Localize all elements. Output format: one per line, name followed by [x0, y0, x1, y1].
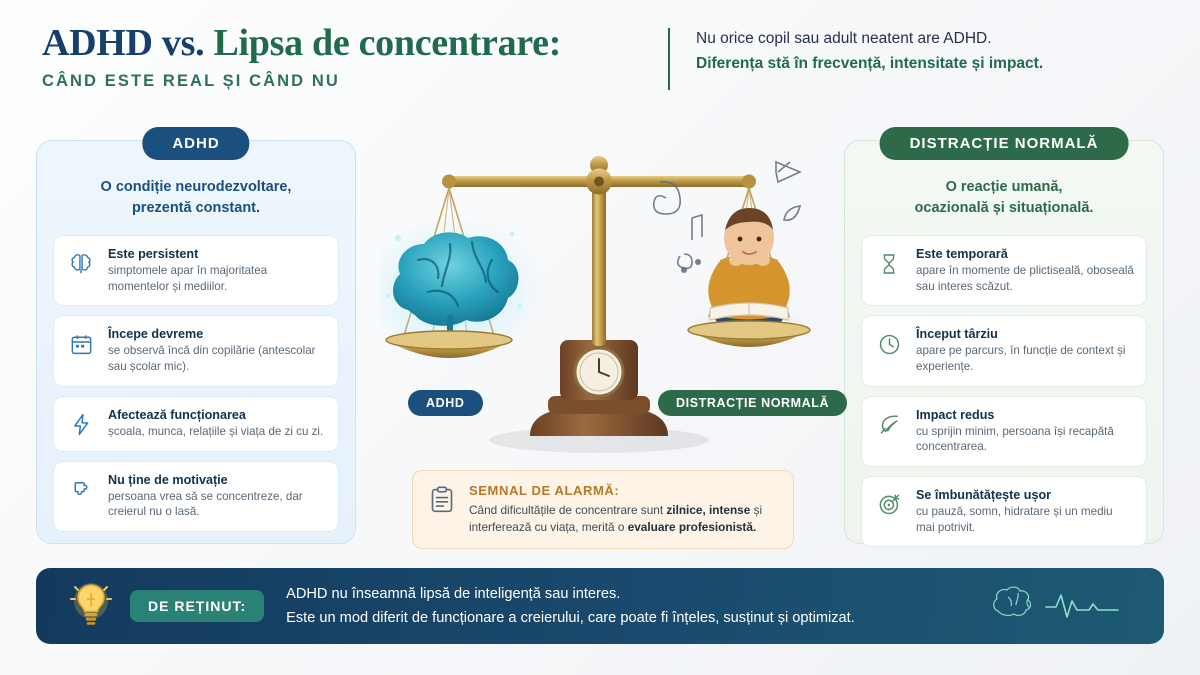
brain-icon	[66, 249, 96, 279]
list-item-title: Nu ține de motivație	[108, 472, 228, 487]
list-item-text	[108, 473, 326, 520]
list-item-desc: apare pe parcurs, în funcție de context și experiențe.	[916, 344, 1126, 373]
leaf-icon	[874, 410, 904, 440]
adhd-lead-line2: prezentă constant.	[131, 200, 261, 217]
balance-scale-illustration	[380, 110, 830, 460]
header-divider	[668, 28, 670, 90]
list-item-text	[916, 327, 1134, 374]
list-item-text	[916, 408, 1134, 455]
list-item-text	[108, 247, 326, 294]
adhd-column-badge: ADHD	[142, 127, 249, 160]
list-item-desc: cu pauză, somn, hidratare și un mediu mai potrivit.	[916, 504, 1113, 534]
list-item-text	[916, 488, 1134, 535]
puzzle-icon	[66, 475, 96, 505]
list-item-title: Este persistent	[108, 247, 199, 262]
adhd-lead-line1: O condiție neurodezvoltare,	[100, 179, 292, 195]
header-note	[696, 24, 1043, 73]
page-title-part1: ADHD vs.	[42, 22, 214, 64]
page-title-part2: Lipsa de concentrare:	[213, 22, 562, 64]
list-item-title: Afectează funcționarea	[108, 407, 246, 422]
alarm-callout	[412, 470, 794, 549]
list-item	[861, 396, 1147, 467]
normal-lead-line1: O reacție umană,	[945, 179, 1063, 195]
list-item	[53, 315, 339, 386]
list-item-title: Se îmbunătățește ușor	[916, 487, 1052, 502]
list-item-text	[108, 327, 326, 374]
list-item	[861, 476, 1147, 547]
list-item	[861, 315, 1147, 386]
alarm-text-bold2: evaluare profesionistă.	[627, 520, 757, 535]
list-item	[53, 235, 339, 306]
footer-line1: ADHD nu înseamnă lipsă de inteligență sau interes.	[286, 585, 621, 602]
alarm-text-part2: și interferează cu viața, merită o	[469, 503, 763, 535]
list-item-desc: cu sprijin minim, persoana își recapătă concentrarea.	[916, 424, 1114, 454]
list-item-desc: școala, munca, relațiile și viața de zi cu zi.	[108, 424, 324, 438]
footer-text	[286, 582, 978, 630]
list-item-title: Impact redus	[916, 407, 995, 422]
list-item-text	[108, 408, 326, 440]
page-title	[42, 24, 662, 64]
brain-waveform-icon	[978, 581, 1140, 631]
normal-distraction-badge: DISTRACȚIE NORMALĂ	[880, 127, 1129, 160]
lightning-icon	[66, 410, 96, 440]
alarm-text-bold1: zilnice, intense	[666, 503, 751, 517]
footer-line2: Este un mod diferit de funcționare a creierului, care poate fi înțeles, susținut și optimizat.	[286, 610, 855, 626]
alarm-body	[469, 502, 779, 536]
target-icon	[874, 490, 904, 520]
alarm-text-part1: Când dificultățile de concentrare sunt	[469, 503, 667, 517]
list-item	[861, 235, 1147, 306]
header	[42, 24, 1162, 108]
calendar-icon	[66, 329, 96, 359]
clock-icon	[874, 329, 904, 359]
alarm-title: SEMNAL DE ALARMĂ:	[469, 483, 620, 498]
pan-label-adhd: ADHD	[408, 390, 483, 416]
pan-label-normal: DISTRACȚIE NORMALĂ	[658, 390, 847, 416]
list-item-title: Este temporară	[916, 247, 1008, 262]
list-item-desc: simptomele apar în majoritatea momentelor și mediilor.	[108, 264, 268, 293]
adhd-column	[36, 135, 356, 544]
list-item-title: Început târziu	[916, 327, 998, 342]
normal-lead-line2: ocazională și situațională.	[914, 200, 1094, 217]
list-item-desc: se observă încă din copilărie (antescolar sau școlar mic).	[108, 344, 316, 373]
footer-banner	[36, 568, 1164, 644]
hourglass-icon	[874, 249, 904, 279]
alarm-text-block	[469, 483, 779, 536]
header-note-line1: Nu orice copil sau adult neatent are ADHD.	[696, 30, 992, 47]
list-item-title: Începe devreme	[108, 327, 204, 342]
list-item	[53, 461, 339, 532]
header-note-line2: Diferența stă în frecvență, intensitate și impact.	[696, 55, 1044, 72]
page-subtitle: CÂND ESTE REAL ȘI CÂND NU	[42, 71, 340, 90]
list-item-text	[916, 247, 1134, 294]
lightbulb-icon	[60, 579, 122, 633]
header-left	[42, 24, 662, 91]
list-item-desc: apare în momente de plictiseală, oboseală sau interes scăzut.	[916, 264, 1134, 293]
adhd-column-lead	[53, 177, 339, 219]
normal-distraction-lead	[861, 177, 1147, 219]
list-item-desc: persoana vrea să se concentreze, dar creierul nu o lasă.	[108, 489, 303, 519]
normal-distraction-column	[844, 135, 1164, 544]
list-item	[53, 396, 339, 452]
clipboard-icon	[427, 485, 457, 515]
footer-chip: DE REȚINUT:	[130, 590, 264, 622]
